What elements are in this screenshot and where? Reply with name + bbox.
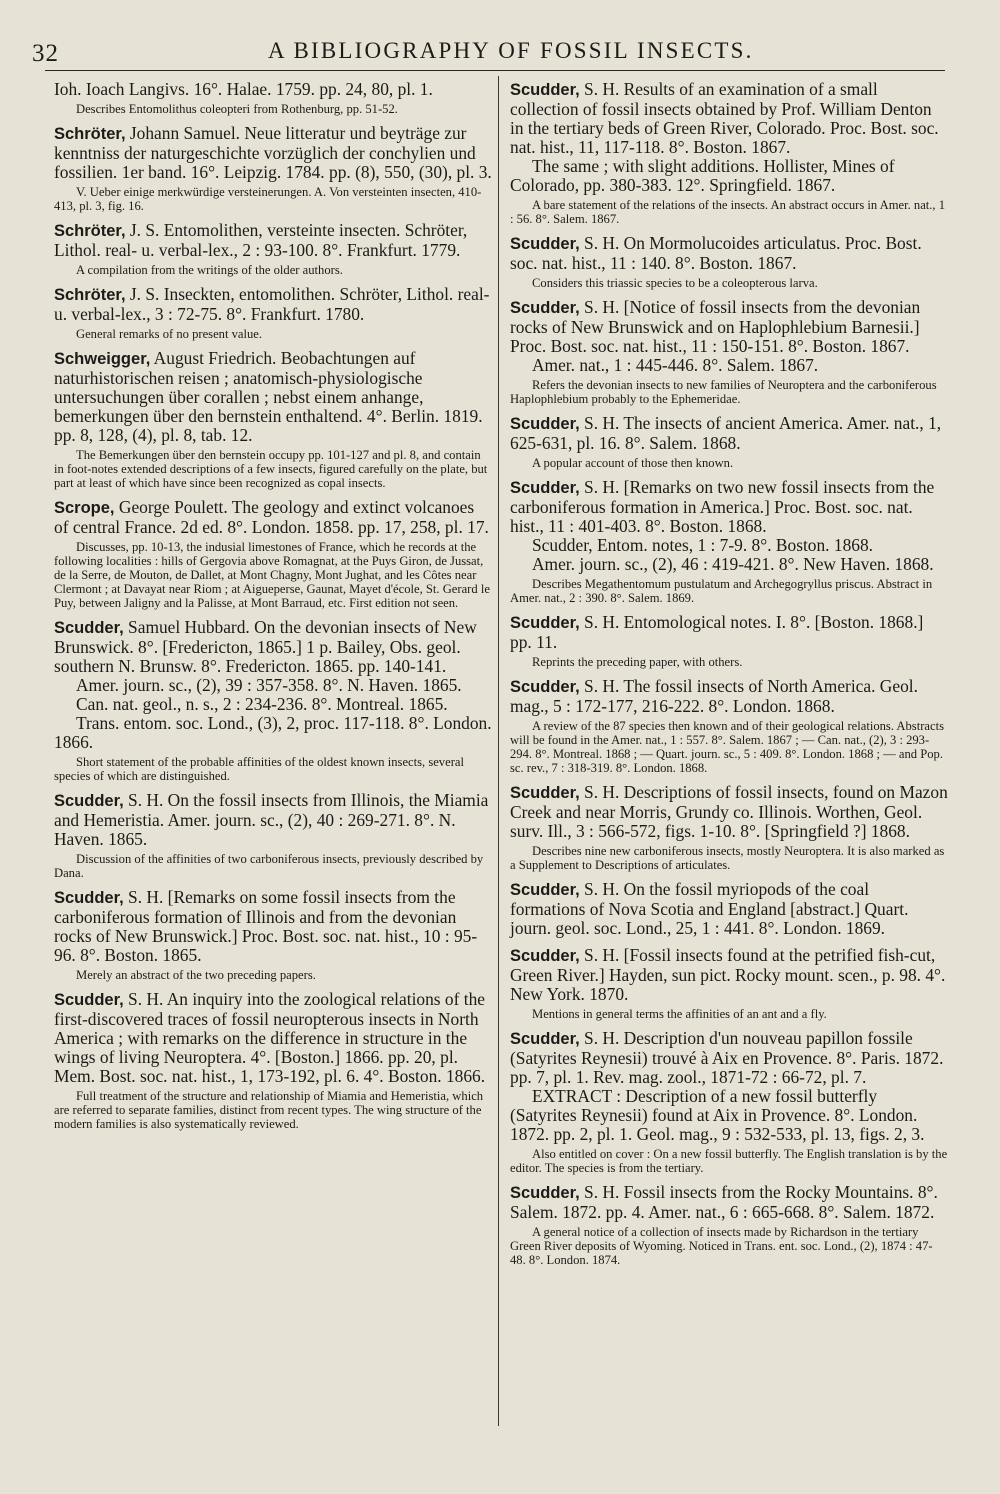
entry-annotation: Discusses, pp. 10-13, the indusial limestones of France, which he records at the following localities : hills of Gergovia above Romagnat, at the Puys Giron, de Jussat, de la Serre, de Mouton, de Dallet, at Mont Chagny, Mont Jughat, and les Côtes near Clermont ; at Davayat near Riom ; at Aigueperse, Gaunat, Mayet d'école, St. Gerard le Puy, between Jaligny and la Palisse, at Mont Barraud, etc. First edition not seen. [54, 540, 490, 610]
entry-text: S. H. Fossil insects from the Rocky Mountains. 8°. Salem. 1872. pp. 4. Amer. nat., 6 : 665-668. 8°. Salem. 1872. [510, 1182, 938, 1222]
entry-sub-citation: Trans. entom. soc. Lond., (3), 2, proc. 117-118. 8°. London. 1866. [54, 713, 492, 752]
entry-author: Scudder, [510, 947, 580, 965]
bibliography-entry [54, 618, 492, 783]
entry-annotation: Describes nine new carboniferous insects, mostly Neuroptera. It is also marked as a Supplement to Descriptions of articulates. [510, 844, 945, 872]
entry-text: August Friedrich. Beobachtungen auf naturhistorischen reisen ; anatomisch-physiologische untersuchungen über corallen ; nebst einem anhange, bemerkungen über den bernstein enthaltend. 4°. Berlin. 1819. pp. 8, 128, (4), pl. 8, tab. 12. [54, 348, 483, 445]
entry-text: S. H. An inquiry into the zoological relations of the first-discovered traces of fossil neuropterous insects in North America ; with remarks on the difference in structure in the wings of living Neuroptera. 4°. [Boston.] 1866. pp. 20, pl. Mem. Bost. soc. nat. hist., 1, 173-192, pl. 6. 4°. Boston. 1866. [54, 989, 486, 1086]
entry-author: Schröter, [54, 286, 126, 304]
entry-text: S. H. The insects of ancient America. Amer. nat., 1, 625-631, pl. 16. 8°. Salem. 1868. [510, 413, 942, 453]
entry-citation [510, 478, 948, 536]
bibliography-entry [54, 349, 492, 490]
entry-author: Scudder, [54, 991, 124, 1009]
entry-citation [510, 677, 948, 716]
entry-citation [54, 80, 492, 99]
entry-citation [54, 888, 492, 965]
bibliography-entry [510, 478, 948, 605]
bibliography-entry [54, 498, 492, 610]
entry-annotation: The Bemerkungen über den bernstein occupy pp. 101-127 and pl. 8, and contain in foot-notes extended descriptions of a few insects, figured carefully on the plate, but part at least of which have since been recognized as copal insects. [54, 448, 488, 490]
bibliography-entry [54, 124, 492, 213]
entry-annotation: Also entitled on cover : On a new fossil butterfly. The English translation is by the editor. The species is from the tertiary. [510, 1147, 948, 1175]
entry-citation [510, 80, 948, 157]
entry-annotation: Full treatment of the structure and relationship of Miamia and Hemeristia, which are referred to separate families, distinct from recent types. The wing structure of the modern families is also systematically reviewed. [54, 1089, 484, 1131]
entry-annotation: Considers this triassic species to be a coleopterous larva. [532, 276, 818, 290]
entry-citation [510, 880, 948, 938]
entry-sub-citation: Amer. nat., 1 : 445-446. 8°. Salem. 1867. [532, 355, 819, 375]
entry-author: Scudder, [54, 792, 124, 810]
entry-text: S. H. On Mormolucoides articulatus. Proc. Bost. soc. nat. hist., 11 : 140. 8°. Boston. 1867. [510, 233, 922, 273]
entry-author: Scudder, [510, 881, 580, 899]
entry-annotation: A general notice of a collection of insects made by Richardson in the tertiary Green River deposits of Wyoming. Noticed in Trans. ent. soc. Lond., (2), 1874 : 47-48. 8°. London. 1874. [510, 1225, 933, 1267]
entry-author: Scudder, [510, 784, 580, 802]
entry-author: Scudder, [510, 678, 580, 696]
entry-author: Scudder, [510, 1184, 580, 1202]
entry-citation [510, 298, 948, 356]
entry-citation [54, 618, 492, 676]
entry-author: Scudder, [510, 415, 580, 433]
entry-text: J. S. Inseckten, entomolithen. Schröter, Lithol. real- u. verbal-lex., 3 : 72-75. 8°. Frankfurt. 1780. [54, 284, 490, 324]
bibliography-entry [510, 677, 948, 775]
entry-text: Johann Samuel. Neue litteratur und beyträge zur kenntniss der naturgeschichte vorzüglich der conchylien und fossilien. 1er band. 16°. Leipzig. 1784. pp. (8), 550, (30), pl. 3. [54, 123, 492, 182]
bibliography-entry [510, 783, 948, 872]
entry-citation [54, 498, 492, 537]
entry-sub-citation: EXTRACT : Description of a new fossil butterfly (Satyrites Reynesii) found at Aix in Provence. 8°. London. 1872. pp. 2, pl. 1. Geol. mag., 9 : 532-533, pl. 13, figs. 2, 3. [510, 1086, 925, 1144]
entry-author: Scudder, [510, 479, 580, 497]
entry-text: S. H. Results of an examination of a small collection of fossil insects obtained by Prof. William Denton in the tertiary beds of Green River, Colorado. Proc. Bost. soc. nat. hist., 11, 117-118. 8°. Boston. 1867. [510, 79, 939, 157]
bibliography-entry [510, 880, 948, 938]
entry-citation [510, 234, 948, 273]
column-divider [498, 76, 499, 1426]
bibliography-entry [54, 791, 492, 880]
entry-annotation: Merely an abstract of the two preceding papers. [76, 968, 316, 982]
entry-author: Scudder, [510, 1030, 580, 1048]
bibliography-entry [510, 234, 948, 290]
entry-citation [54, 285, 492, 324]
entry-author: Scudder, [54, 889, 124, 907]
entry-sub-citation: The same ; with slight additions. Hollister, Mines of Colorado, pp. 380-383. 12°. Springfield. 1867. [510, 156, 895, 195]
bibliography-entry [54, 888, 492, 982]
entry-text: George Poulett. The geology and extinct volcanoes of central France. 2d ed. 8°. London. 1858. pp. 17, 258, pl. 17. [54, 497, 489, 537]
entry-author: Scudder, [510, 614, 580, 632]
bibliography-entry [510, 414, 948, 470]
entry-text: J. S. Entomolithen, versteinte insecten. Schröter, Lithol. real- u. verbal-lex., 2 : 93-100. 8°. Frankfurt. 1779. [54, 220, 468, 260]
entry-text: S. H. [Remarks on some fossil insects from the carboniferous formation of Illinois and from the devonian rocks of New Brunswick.] Proc. Bost. soc. nat. hist., 10 : 95-96. 8°. Boston. 1865. [54, 887, 478, 965]
entry-citation [510, 1029, 948, 1087]
page-header [30, 34, 945, 74]
header-rule [45, 70, 945, 71]
entry-sub-citation: Can. nat. geol., n. s., 2 : 234-236. 8°. Montreal. 1865. [76, 694, 448, 714]
entry-annotation: Reprints the preceding paper, with others. [532, 655, 743, 669]
entry-annotation: A compilation from the writings of the older authors. [76, 263, 343, 277]
entry-sub-citation: Amer. journ. sc., (2), 39 : 357-358. 8°. N. Haven. 1865. [76, 675, 462, 695]
entry-annotation: Discussion of the affinities of two carboniferous insects, previously described by Dana. [54, 852, 484, 880]
right-column [510, 80, 948, 1275]
entry-text: Ioh. Ioach Langivs. 16°. Halae. 1759. pp. 24, 80, pl. 1. [54, 79, 433, 99]
entry-annotation: A bare statement of the relations of the insects. An abstract occurs in Amer. nat., 1 : 56. 8°. Salem. 1867. [510, 198, 946, 226]
bibliography-entry [510, 1029, 948, 1175]
entry-author: Scudder, [54, 619, 124, 637]
entry-text: S. H. [Remarks on two new fossil insects from the carboniferous formation in America.] Proc. Bost. soc. nat. hist., 11 : 401-403. 8°. Boston. 1868. [510, 477, 935, 536]
entry-sub-citation: Scudder, Entom. notes, 1 : 7-9. 8°. Boston. 1868. [532, 535, 874, 555]
entry-annotation: A review of the 87 species then known and of their geological relations. Abstracts will be found in the Amer. nat., 1 : 557. 8°. Salem. 1867 ; — Can. nat., (2), 3 : 293-294. 8°. Montreal. 1868 ; — Quart. journ. sc., 5 : 409. 8°. London. 1868 ; — and Pop. sc. rev., 7 : 318-319. 8°. London. 1868. [510, 719, 944, 775]
bibliography-entry [510, 613, 948, 669]
entry-author: Scrope, [54, 499, 115, 517]
entry-annotation: Short statement of the probable affinities of the oldest known insects, several species of which are distinguished. [54, 755, 464, 783]
entry-author: Scudder, [510, 299, 580, 317]
bibliography-entry [510, 1183, 948, 1267]
entry-annotation: Mentions in general terms the affinities of an ant and a fly. [532, 1007, 827, 1021]
entry-citation [54, 124, 492, 182]
entry-citation [510, 1183, 948, 1222]
entry-author: Schröter, [54, 222, 126, 240]
entry-author: Scudder, [510, 235, 580, 253]
entry-author: Schröter, [54, 125, 126, 143]
entry-sub-citation: Amer. journ. sc., (2), 46 : 419-421. 8°. New Haven. 1868. [532, 554, 934, 574]
entry-author: Schweigger, [54, 350, 151, 368]
entry-text: S. H. Entomological notes. I. 8°. [Boston. 1868.] pp. 11. [510, 612, 924, 652]
entry-annotation: Describes Megathentomum pustulatum and Archegogryllus priscus. Abstract in Amer. nat., 2 : 390. 8°. Salem. 1869. [510, 577, 933, 605]
entry-citation [54, 791, 492, 849]
bibliography-entry [54, 990, 492, 1131]
entry-citation [510, 946, 948, 1004]
entry-text: S. H. Description d'un nouveau papillon fossile (Satyrites Reynesii) trouvé à Aix en Provence. 8°. Paris. 1872. pp. 7, pl. 1. Rev. mag. zool., 1871-72 : 66-72, pl. 7. [510, 1028, 944, 1087]
entry-text: S. H. Descriptions of fossil insects, found on Mazon Creek and near Morris, Grundy co. Illinois. Worthen, Geol. surv. Ill., 3 : 566-572, figs. 1-10. 8°. [Springfield ?] 1868. [510, 782, 948, 841]
entry-annotation: V. Ueber einige merkwürdige versteinerungen. A. Von versteinten insecten, 410-413, pl. 3, fig. 16. [54, 185, 482, 213]
bibliography-entry [510, 946, 948, 1021]
entry-annotation: Describes Entomolithus coleopteri from Rothenburg, pp. 51-52. [76, 102, 398, 116]
bibliography-entry [510, 298, 948, 406]
entry-citation [510, 783, 948, 841]
entry-annotation: A popular account of those then known. [532, 456, 734, 470]
entry-annotation: Refers the devonian insects to new families of Neuroptera and the carboniferous Haplophlebium probably to the Ephemeridae. [510, 378, 937, 406]
entry-text: S. H. [Notice of fossil insects from the devonian rocks of New Brunswick and on Haplophlebium Barnesii.] Proc. Bost. soc. nat. hist., 11 : 150-151. 8°. Boston. 1867. [510, 297, 921, 356]
bibliography-entry [54, 221, 492, 277]
bibliography-entry [54, 80, 492, 116]
entry-text: S. H. On the fossil myriopods of the coal formations of Nova Scotia and England [abstract.] Quart. journ. geol. soc. Lond., 25, 1 : 441. 8°. London. 1869. [510, 879, 909, 938]
entry-annotation: General remarks of no present value. [76, 327, 263, 341]
entry-citation [54, 349, 492, 445]
entry-text: S. H. On the fossil insects from Illinois, the Miamia and Hemeristia. Amer. journ. sc., (2), 40 : 269-271. 8°. N. Haven. 1865. [54, 790, 489, 849]
entry-text: S. H. [Fossil insects found at the petrified fish-cut, Green River.] Hayden, sun pict. Rocky mount. scen., p. 98. 4°. New York. 1870. [510, 945, 946, 1004]
entry-text: S. H. The fossil insects of North America. Geol. mag., 5 : 172-177, 216-222. 8°. London. 1868. [510, 676, 918, 716]
entry-citation [54, 221, 492, 260]
bibliography-entry [54, 285, 492, 341]
entry-citation [510, 414, 948, 453]
bibliography-entry [510, 80, 948, 226]
entry-citation [510, 613, 948, 652]
left-column [54, 80, 492, 1139]
page-number: 32 [32, 40, 59, 67]
entry-author: Scudder, [510, 81, 580, 99]
entry-text: Samuel Hubbard. On the devonian insects of New Brunswick. 8°. [Fredericton, 1865.] 1 p. Bailey, Obs. geol. southern N. Brunsw. 8°. Fredericton. 1865. pp. 140-141. [54, 617, 477, 676]
running-title: A BIBLIOGRAPHY OF FOSSIL INSECTS. [268, 38, 754, 63]
entry-citation [54, 990, 492, 1086]
